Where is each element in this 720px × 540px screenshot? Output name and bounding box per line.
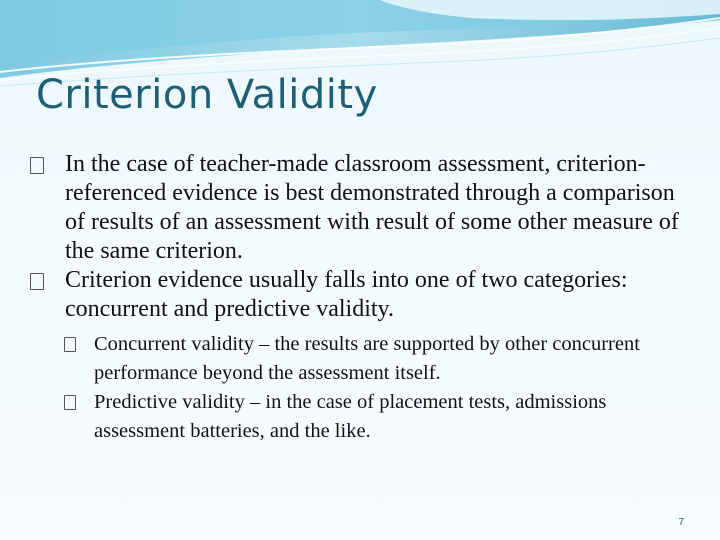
slide-content [30, 150, 690, 446]
sub-bullet-text: Concurrent validity – the results are supported by other concurrent performance beyond the assessment itself. [94, 333, 640, 384]
bullet-icon [30, 273, 44, 290]
page-number: 7 [678, 517, 684, 528]
sub-bullet-icon [64, 337, 76, 352]
slide-title: Criterion Validity [36, 72, 378, 118]
sub-bullet-item [30, 388, 690, 446]
bullet-icon [30, 157, 44, 174]
sub-bullet-icon [64, 395, 76, 410]
sub-bullet-item [30, 330, 690, 388]
bullet-item [30, 266, 690, 324]
bullet-text: Criterion evidence usually falls into one of two categories: concurrent and predictive validity. [65, 267, 628, 322]
sub-bullet-text: Predictive validity – in the case of placement tests, admissions assessment batteries, and the like. [94, 391, 607, 442]
bullet-item [30, 150, 690, 266]
bullet-text: In the case of teacher-made classroom assessment, criterion-referenced evidence is best demonstrated through a comparison of results of an assessment with result of some other measure of the same criterion. [65, 151, 679, 264]
